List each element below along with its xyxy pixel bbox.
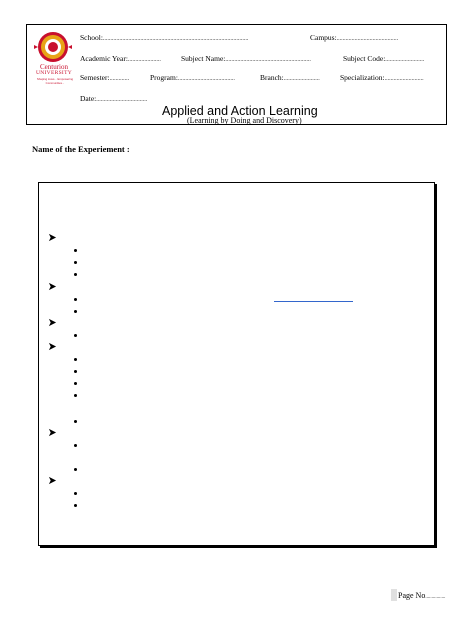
branch-row: Branch:........................ — [260, 73, 320, 82]
bullet — [74, 468, 77, 471]
arrow-bullet-icon — [48, 476, 57, 485]
bullet — [74, 273, 77, 276]
subject-code-row: Subject Code:.......................... — [343, 54, 425, 63]
subject-code-label: Subject Code: — [343, 54, 386, 63]
hyperlink-underline[interactable] — [274, 301, 353, 302]
school-label: School: — [80, 33, 103, 42]
bullet — [74, 249, 77, 252]
page-number: Page No................ — [398, 591, 446, 600]
form-title: Applied and Action Learning — [162, 104, 318, 118]
program-row: Program:...................................... — [150, 73, 235, 82]
academic-year-label: Academic Year: — [80, 54, 128, 63]
bullet — [74, 310, 77, 313]
page-no-label: Page No — [398, 591, 426, 600]
academic-year-row: Academic Year:...................... — [80, 54, 161, 63]
form-subtitle: (Learning by Doing and Discovery) — [187, 116, 302, 125]
bullet — [74, 334, 77, 337]
semester-label: Semester: — [80, 73, 110, 82]
bullet — [74, 492, 77, 495]
bullet — [74, 358, 77, 361]
arrow-bullet-icon — [48, 428, 57, 437]
bullet — [74, 444, 77, 447]
logo-subname: UNIVERSITY — [36, 70, 72, 76]
arrow-bullet-icon — [48, 318, 57, 327]
date-label: Date: — [80, 94, 97, 103]
bullet — [74, 370, 77, 373]
experiment-name-label: Name of the Experiement : — [32, 144, 130, 154]
branch-label: Branch: — [260, 73, 284, 82]
arrow-bullet-icon — [48, 342, 57, 351]
logo-tagline: Shaping Lives... Empowering Communities... — [36, 77, 74, 85]
arrow-bullet-icon — [48, 233, 57, 242]
program-label: Program: — [150, 73, 178, 82]
date-row: Date:.................................. — [80, 94, 148, 103]
bullet — [74, 382, 77, 385]
content-box — [38, 182, 435, 546]
campus-row: Campus:......................................... — [310, 33, 399, 42]
semester-row: Semester:............. — [80, 73, 130, 82]
bullet — [74, 394, 77, 397]
bullet — [74, 420, 77, 423]
bullet — [74, 504, 77, 507]
bullet — [74, 298, 77, 301]
campus-label: Campus: — [310, 33, 337, 42]
page-marker — [391, 589, 397, 601]
subject-name-row: Subject Name:......................................................... — [181, 54, 311, 63]
specialization-row: Specialization:.......................... — [340, 73, 424, 82]
arrow-bullet-icon — [48, 282, 57, 291]
specialization-label: Specialization: — [340, 73, 385, 82]
subject-name-label: Subject Name: — [181, 54, 226, 63]
logo-name: Centurion — [40, 63, 68, 71]
school-row: School:................................................................................................. — [80, 33, 249, 42]
bullet — [74, 261, 77, 264]
